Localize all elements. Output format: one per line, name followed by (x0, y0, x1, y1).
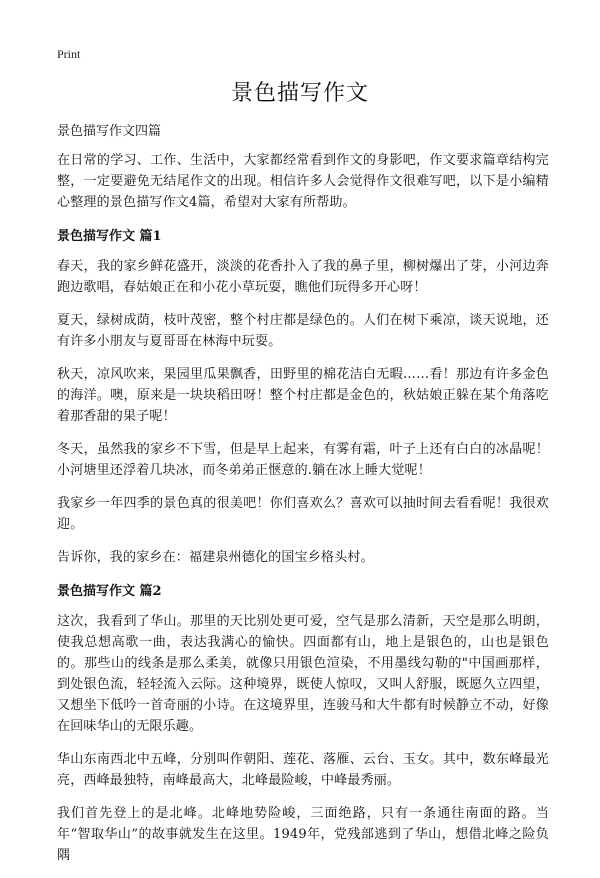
section1-paragraph-2: 夏天，绿树成荫，枝叶茂密，整个村庄都是绿色的。人们在树下乘凉，谈天说地，还有许多小朋友与夏哥哥在林海中玩耍。 (57, 313, 549, 349)
section-heading-2: 景色描写作文 篇2 (57, 584, 162, 599)
section2-paragraph-2: 华山东南西北中五峰，分别叫作朝阳、莲花、落雁、云台、玉女。其中，数东峰最光亮，西峰最独特，南峰最高大，北峰最险峻，中峰最秀丽。 (57, 752, 549, 788)
document-subtitle: 景色描写作文四篇 (57, 124, 162, 139)
print-link[interactable]: Print (57, 47, 81, 61)
section1-paragraph-5: 我家乡一年四季的景色真的很美吧！你们喜欢么？喜欢可以抽时间去看看呢！我很欢迎。 (57, 496, 549, 532)
section1-paragraph-1: 春天，我的家乡鲜花盛开，淡淡的花香扑入了我的鼻子里，柳树爆出了芽，小河边奔跑边歌唱，春姑娘正在和小花小草玩耍，瞧他们玩得多开心呀！ (57, 259, 549, 295)
page-title: 景色描写作文 (230, 81, 369, 106)
section1-paragraph-6: 告诉你，我的家乡在：福建泉州德化的国宝乡格头村。 (57, 550, 374, 565)
section1-paragraph-4: 冬天，虽然我的家乡不下雪，但是早上起来，有雾有霜，叶子上还有白白的冰晶呢！小河塘里还浮着几块冰，而冬弟弟正惬意的.躺在冰上睡大觉呢！ (57, 442, 549, 478)
section1-paragraph-3: 秋天，凉风吹来，果园里瓜果飘香，田野里的棉花洁白无暇……看！那边有许多金色的海洋。噢，原来是一块块稻田呀！整个村庄都是金色的，秋姑娘正躲在某个角落吃着那香甜的果子呢！ (57, 367, 549, 424)
intro-paragraph: 在日常的学习、工作、生活中，大家都经常看到作文的身影吧，作文要求篇章结构完整，一定要避免无结尾作文的出现。相信许多人会觉得作文很难写吧，以下是小编精心整理的景色描写作文4篇，希望对大家有所帮助。 (57, 153, 549, 210)
section-heading-1: 景色描写作文 篇1 (57, 229, 162, 244)
article-body (57, 150, 549, 878)
section2-paragraph-1: 这次，我看到了华山。那里的天比别处更可爱，空气是那么清新，天空是那么明朗，使我总想高歌一曲，表达我满心的愉快。四面都有山，地上是银色的，山也是银色的。那些山的线条是那么柔美，就像只用银色渲染，不用墨线勾勒的"中国画那样，到处银色流，轻轻流入云际。这种境界，既使人惊叹，又叫人舒服，既愿久立四望，又想坐下低吟一首奇丽的小诗。在这境界里，连骏马和大牛都有时候静立不动，好像在回味华山的无限乐趣。 (57, 614, 549, 734)
section2-paragraph-3: 我们首先登上的是北峰。北峰地势险峻，三面绝路，只有一条通往南面的路。当年“智取华山”的故事就发生在这里。1949年，党残部逃到了华山，想借北峰之险负隅 (57, 806, 549, 863)
